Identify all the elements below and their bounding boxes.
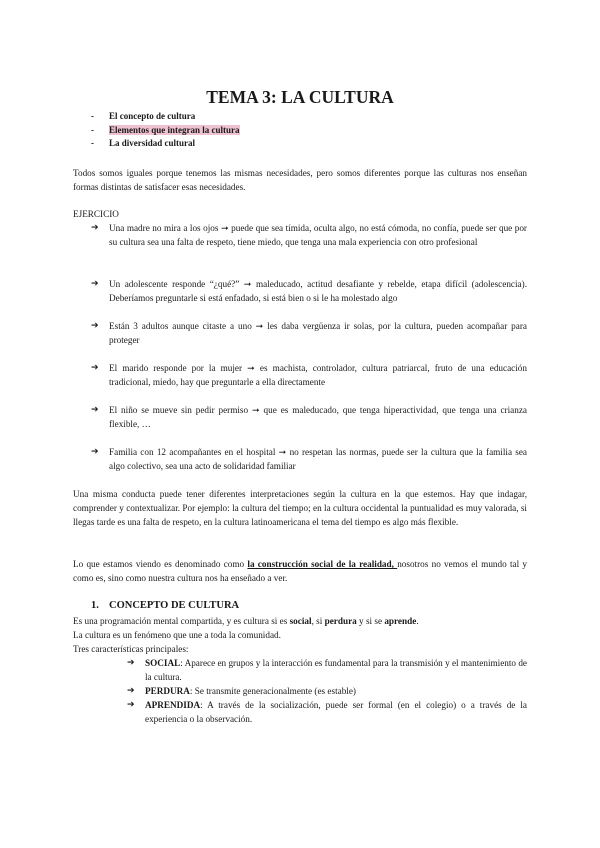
arrow-bullet-icon: ➔ <box>127 658 135 668</box>
topic-item <box>91 110 240 124</box>
arrow-bullet-icon: ➔ <box>127 700 135 710</box>
social-construction-paragraph <box>73 557 527 585</box>
bullet-dash: - <box>91 124 94 135</box>
section-title: CONCEPTO DE CULTURA <box>109 600 240 611</box>
section-number: 1. <box>91 600 99 611</box>
exercise-item <box>91 403 527 431</box>
conduct-paragraph: Una misma conducta puede tener diferentes interpretaciones según la cultura en la que estemos. Hay que indagar, comprender y contextualizar. Por ejemplo: la cultura del tiempo; en la cultura occidental la puntualidad es muy valorada, si llegas tarde es una falta de respeto, en la cultura latinoamericana el tema del tiempo es algo más flexible. <box>73 489 527 528</box>
arrow-bullet-icon: ➔ <box>91 279 99 289</box>
arrow-bullet-icon: ➔ <box>91 447 99 457</box>
characteristic-item <box>127 684 527 698</box>
characteristics-intro: Tres características principales: <box>73 644 189 654</box>
characteristic-desc: : Se transmite generacionalmente (es estable) <box>189 686 356 696</box>
characteristic-item <box>127 656 527 684</box>
characteristic-text <box>145 684 527 698</box>
characteristic-text <box>145 656 527 684</box>
text-run: y si se <box>356 616 385 626</box>
exercise-text: Familia con 12 acompañantes en el hospital ➞ no respetan las normas, puede ser la cultura que la familia sea algo colectivo, sea una acto de solidaridad familiar <box>109 447 527 472</box>
text-run: Es una programación mental compartida, y es cultura si es <box>73 616 290 626</box>
topic-list <box>91 110 240 151</box>
arrow-bullet-icon: ➔ <box>91 321 99 331</box>
arrow-bullet-icon: ➔ <box>91 405 99 415</box>
topic-text: La diversidad cultural <box>109 138 196 148</box>
key-term-underlined: la construcción social de la realidad, <box>247 559 398 569</box>
text-run: , si <box>311 616 325 626</box>
exercise-item <box>91 319 527 347</box>
document-title: TEMA 3: LA CULTURA <box>206 87 394 107</box>
exercise-item <box>91 221 527 249</box>
arrow-bullet-icon: ➔ <box>91 363 99 373</box>
arrow-bullet-icon: ➔ <box>127 686 135 696</box>
topic-text-highlighted: Elementos que integran la cultura <box>109 124 240 135</box>
topic-item <box>91 124 240 138</box>
characteristic-term: APRENDIDA <box>145 700 201 710</box>
section-heading <box>91 599 239 613</box>
community-line: La cultura es un fenómeno que une a toda la comunidad. <box>73 630 281 640</box>
bullet-dash: - <box>91 138 94 148</box>
characteristic-desc: : Aparece en grupos y la interacción es fundamental para la transmisión y el mantenimiento de la cultura. <box>145 658 527 683</box>
characteristic-term: SOCIAL <box>145 658 181 668</box>
exercise-label: EJERCICIO <box>73 209 119 219</box>
topic-item <box>91 137 240 151</box>
text-run: Lo que estamos viendo es denominado como <box>73 559 248 569</box>
exercise-item <box>91 277 527 305</box>
term-aprende: aprende <box>384 616 417 626</box>
term-social: social <box>289 616 312 626</box>
arrow-bullet-icon: ➔ <box>91 223 99 233</box>
exercise-item <box>91 445 527 473</box>
topic-text: El concepto de cultura <box>109 111 196 121</box>
characteristic-text <box>145 698 527 726</box>
exercise-text: El niño se mueve sin pedir permiso ➞ que es maleducado, que tenga hiperactividad, que tenga una crianza flexible, … <box>109 405 527 430</box>
characteristic-term: PERDURA <box>145 686 190 696</box>
exercise-text: El marido responde por la mujer ➞ es machista, controlador, cultura patriarcal, fruto de una educación tradicional, miedo, hay que preguntarle a ella directamente <box>109 363 527 388</box>
exercise-text: Una madre no mira a los ojos ➞ puede que sea tímida, oculta algo, no está cómoda, no confía, puede ser que por su cultura sea una falta de respeto, tiene miedo, que tenga una mala experiencia con otro profesional <box>109 223 527 248</box>
characteristic-item <box>127 698 527 726</box>
exercise-item <box>91 361 527 389</box>
bullet-dash: - <box>91 111 94 121</box>
text-run: . <box>416 616 419 626</box>
exercise-text: Están 3 adultos aunque citaste a uno ➞ les daba vergüenza ir solas, por la cultura, pueden acompañar para proteger <box>109 321 527 346</box>
exercise-text: Un adolescente responde “¿qué?” ➞ maleducado, actitud desafiante y rebelde, etapa difícil (adolescencia). Deberíamos preguntarle si está enfadado, si está bien o si le ha molestado algo <box>109 279 527 304</box>
intro-paragraph: Todos somos iguales porque tenemos las mismas necesidades, pero somos diferentes porque las culturas nos enseñan formas distintas de satisfacer esas necesidades. <box>73 168 527 193</box>
characteristic-desc: : A través de la socialización, puede ser formal (en el colegio) o a través de la experiencia o la observación. <box>145 700 527 725</box>
text-run: nosotros no vemos el mundo tal y como es, sino como nuestra cultura nos ha enseñado a ver. <box>73 559 528 584</box>
definition-line <box>73 614 419 628</box>
term-perdura: perdura <box>324 616 357 626</box>
